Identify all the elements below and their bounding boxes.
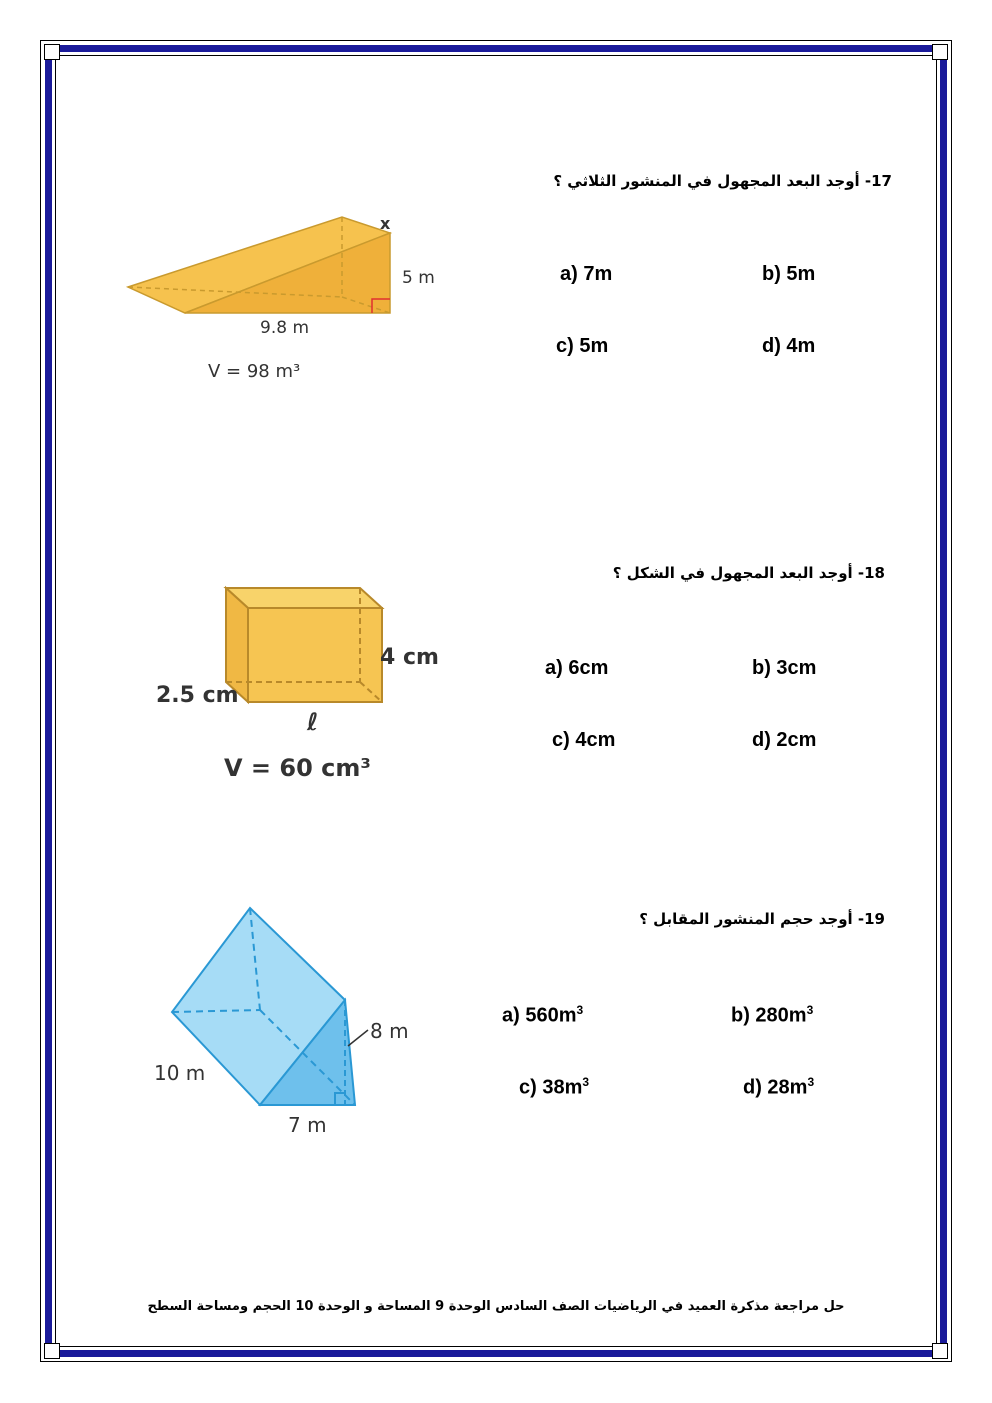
q19-option-b-text: b) 280m	[731, 1004, 807, 1027]
q19-option-a-text: a) 560m	[502, 1004, 577, 1027]
label-length-10m: 10 m	[154, 1061, 206, 1085]
figure-triangular-prism-orange	[110, 205, 470, 390]
label-base-9-8m: 9.8 m	[260, 318, 309, 338]
q18-option-d[interactable]: d) 2cm	[752, 729, 817, 751]
label-x: x	[380, 214, 391, 233]
q19-option-d-text: d) 28m	[743, 1076, 808, 1099]
label-height-8m: 8 m	[370, 1019, 409, 1043]
q19-option-b[interactable]	[731, 1003, 813, 1028]
q18-option-c[interactable]: c) 4cm	[552, 729, 616, 751]
figure-triangular-prism-blue	[150, 900, 440, 1145]
figure-rectangular-prism-orange	[150, 580, 460, 790]
question-19-title: 19- أوجد حجم المنشور المقابل ؟	[639, 910, 885, 928]
q17-option-c[interactable]: c) 5m	[556, 335, 609, 357]
exponent-3: 3	[582, 1075, 590, 1089]
exponent-3: 3	[576, 1003, 584, 1017]
corner-ornament-top-left	[44, 44, 60, 60]
q18-option-b[interactable]: b) 3cm	[752, 657, 817, 679]
label-length-l: ℓ	[307, 708, 319, 736]
q19-option-d[interactable]	[743, 1075, 814, 1100]
label-height-4cm: 4 cm	[380, 645, 439, 670]
exponent-3: 3	[807, 1075, 815, 1089]
label-volume-60: V = 60 cm³	[224, 754, 371, 782]
question-17-title: 17- أوجد البعد المجهول في المنشور الثلاثي ؟	[553, 172, 892, 190]
corner-ornament-bottom-right	[932, 1343, 948, 1359]
exponent-3: 3	[806, 1003, 814, 1017]
label-volume-98: V = 98 m³	[208, 361, 301, 382]
label-height-5m: 5 m	[402, 268, 435, 288]
box-top-face	[226, 588, 382, 608]
q17-option-d[interactable]: d) 4m	[762, 335, 816, 357]
page-footer: حل مراجعة مذكرة العميد في الرياضيات الصف السادس الوحدة 9 المساحة و الوحدة 10 الحجم ومساحة السطح	[147, 1299, 845, 1314]
label-width-2-5cm: 2.5 cm	[156, 683, 239, 708]
q19-option-a[interactable]	[502, 1003, 583, 1028]
q18-option-a[interactable]: a) 6cm	[545, 657, 609, 679]
box-front-face	[248, 608, 382, 702]
q19-option-c[interactable]	[519, 1075, 589, 1100]
q17-option-b[interactable]: b) 5m	[762, 263, 816, 285]
question-18-title: 18- أوجد البعد المجهول في الشكل ؟	[612, 564, 885, 582]
q19-option-c-text: c) 38m	[519, 1076, 583, 1099]
corner-ornament-top-right	[932, 44, 948, 60]
q17-option-a[interactable]: a) 7m	[560, 263, 613, 285]
label-base-7m: 7 m	[288, 1113, 327, 1137]
corner-ornament-bottom-left	[44, 1343, 60, 1359]
